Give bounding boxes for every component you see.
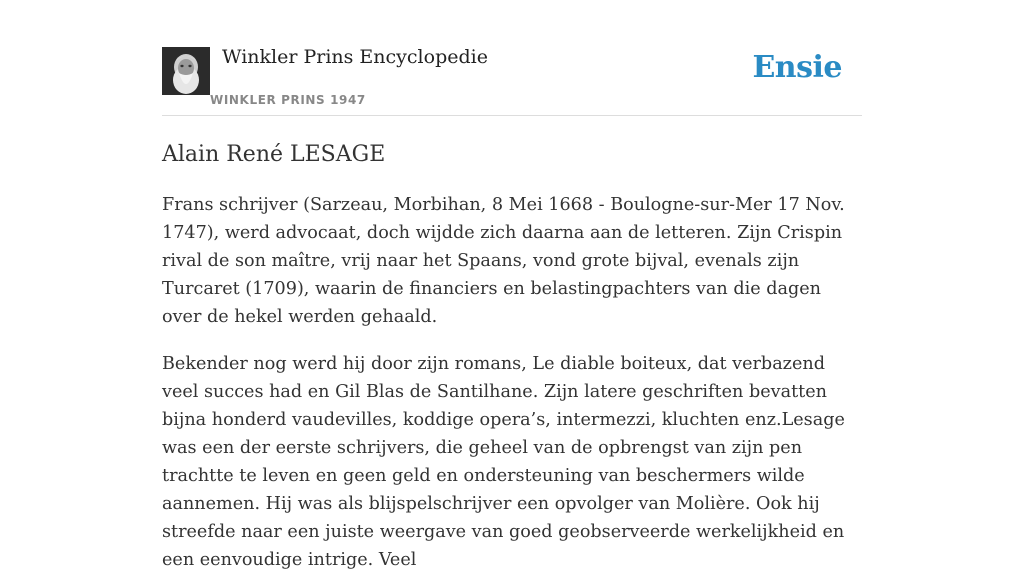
bearded-man-portrait-icon: [162, 47, 210, 95]
ensie-logo-link[interactable]: Ensie: [752, 50, 842, 85]
source-header: [162, 0, 862, 116]
article-paragraph: Frans schrijver (Sarzeau, Morbihan, 8 Mei 1668 - Boulogne-sur-Mer 17 Nov. 1747), werd advocaat, doch wijdde zich daarna aan de letteren. Zijn Crispin rival de son maître, vrij naar het Spaans, vond grote bijval, evenals zijn Turcaret (1709), waarin de financiers en belastingpachters van die dagen over de hekel werden gehaald.: [162, 195, 845, 327]
source-subtitle[interactable]: WINKLER PRINS 1947: [210, 93, 366, 107]
article-paragraph: Bekender nog werd hij door zijn romans, Le diable boiteux, dat verbazend veel succes had en Gil Blas de Santilhane. Zijn latere geschriften bevatten bijna honderd vaudevilles, koddige opera’s, intermezzi, kluchten enz.Lesage was een der eerste schrijvers, die geheel van de opbrengst van zijn pen trachtte te leven en geen geld en ondersteuning van beschermers wilde aannemen. Hij was als blijspelschrijver een opvolger van Molière. Ook hij streefde naar een juiste weergave van goed geobserveerde werkelijkheid en een eenvoudige intrige. Veel: [162, 354, 845, 570]
author-avatar[interactable]: [162, 47, 210, 95]
source-title[interactable]: Winkler Prins Encyclopedie: [222, 46, 488, 68]
article-title: Alain René LESAGE: [162, 142, 386, 167]
article-page: [162, 0, 862, 570]
